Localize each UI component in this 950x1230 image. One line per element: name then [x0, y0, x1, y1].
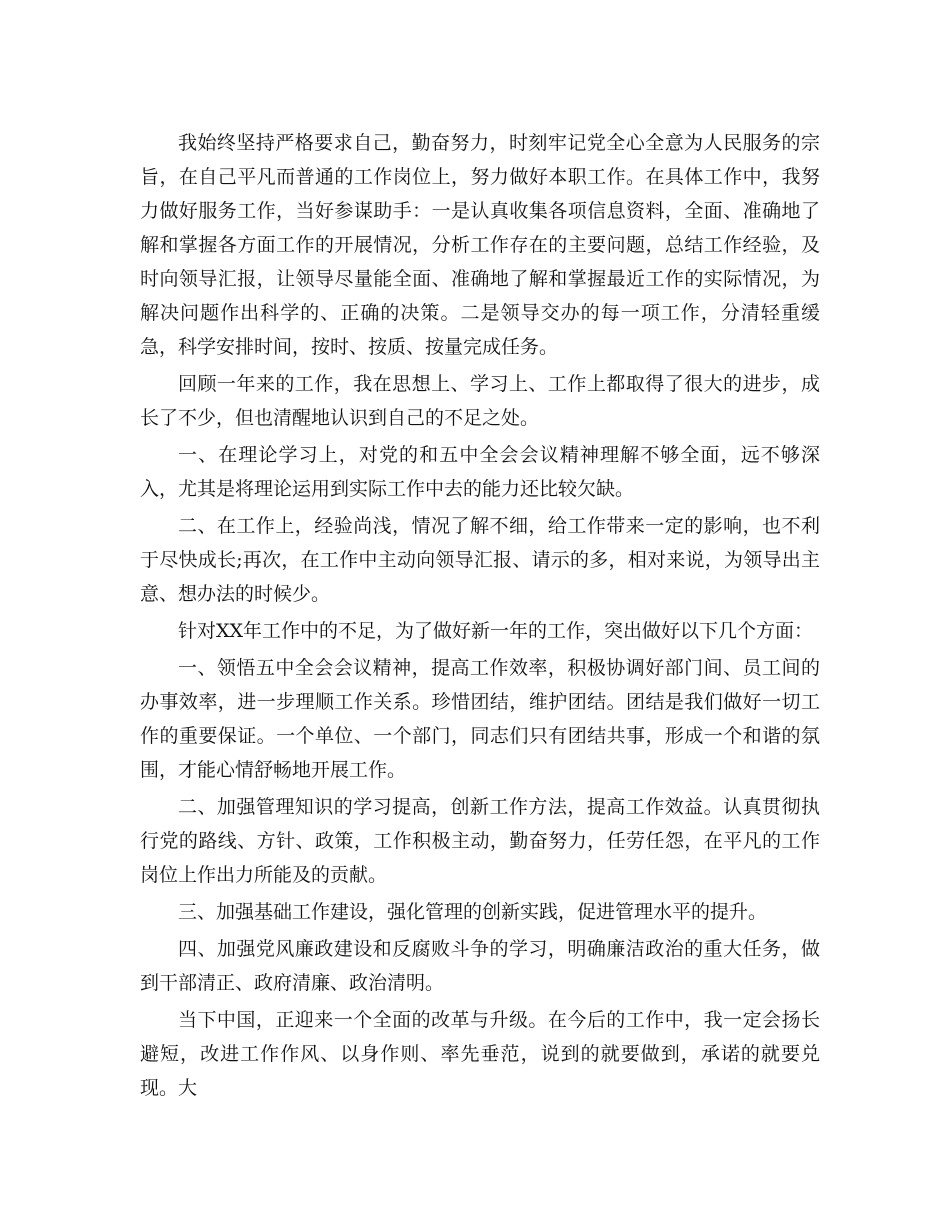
paragraph-4: 二、在工作上，经验尚浅，情况了解不细，给工作带来一定的影响，也不利于尽快成长;再次，在工作中主动向领导汇报、请示的多，相对来说，为领导出主意、想办法的时候少。 [140, 515, 820, 605]
document-body [140, 126, 820, 1108]
paragraph-5: 针对XX年工作中的不足，为了做好新一年的工作，突出做好以下几个方面： [178, 620, 814, 642]
paragraph-10: 当下中国，正迎来一个全面的改革与升级。在今后的工作中，我一定会扬长避短，改进工作作风、以身作则、率先垂范，说到的就要做到，承诺的就要兑现。大 [140, 1009, 820, 1099]
paragraph-8: 三、加强基础工作建设，强化管理的创新实践，促进管理水平的提升。 [178, 901, 768, 923]
paragraph-7: 二、加强管理知识的学习提高，创新工作方法，提高工作效益。认真贯彻执行党的路线、方针、政策，工作积极主动，勤奋努力，任劳任怨，在平凡的工作岗位上作出力所能及的贡献。 [140, 796, 820, 886]
paragraph-9: 四、加强党风廉政建设和反腐败斗争的学习，明确廉洁政治的重大任务，做到干部清正、政府清廉、政治清明。 [140, 938, 820, 994]
paragraph-3: 一、在理论学习上，对党的和五中全会会议精神理解不够全面，远不够深入，尤其是将理论运用到实际工作中去的能力还比较欠缺。 [140, 444, 820, 500]
paragraph-6: 一、领悟五中全会会议精神，提高工作效率，积极协调好部门间、员工间的办事效率，进一步理顺工作关系。珍惜团结，维护团结。团结是我们做好一切工作的重要保证。一个单位、一个部门，同志们只有团结共事，形成一个和谐的氛围，才能心情舒畅地开展工作。 [140, 657, 820, 781]
paragraph-1: 我始终坚持严格要求自己，勤奋努力，时刻牢记党全心全意为人民服务的宗旨，在自己平凡而普通的工作岗位上，努力做好本职工作。在具体工作中，我努力做好服务工作，当好参谋助手：一是认真收集各项信息资料，全面、准确地了解和掌握各方面工作的开展情况，分析工作存在的主要问题，总结工作经验，及时向领导汇报，让领导尽量能全面、准确地了解和掌握最近工作的实际情况，为解决问题作出科学的、正确的决策。二是领导交办的每一项工作，分清轻重缓急，科学安排时间，按时、按质、按量完成任务。 [140, 132, 820, 358]
paragraph-2: 回顾一年来的工作，我在思想上、学习上、工作上都取得了很大的进步，成长了不少，但也清醒地认识到自己的不足之处。 [140, 373, 820, 429]
